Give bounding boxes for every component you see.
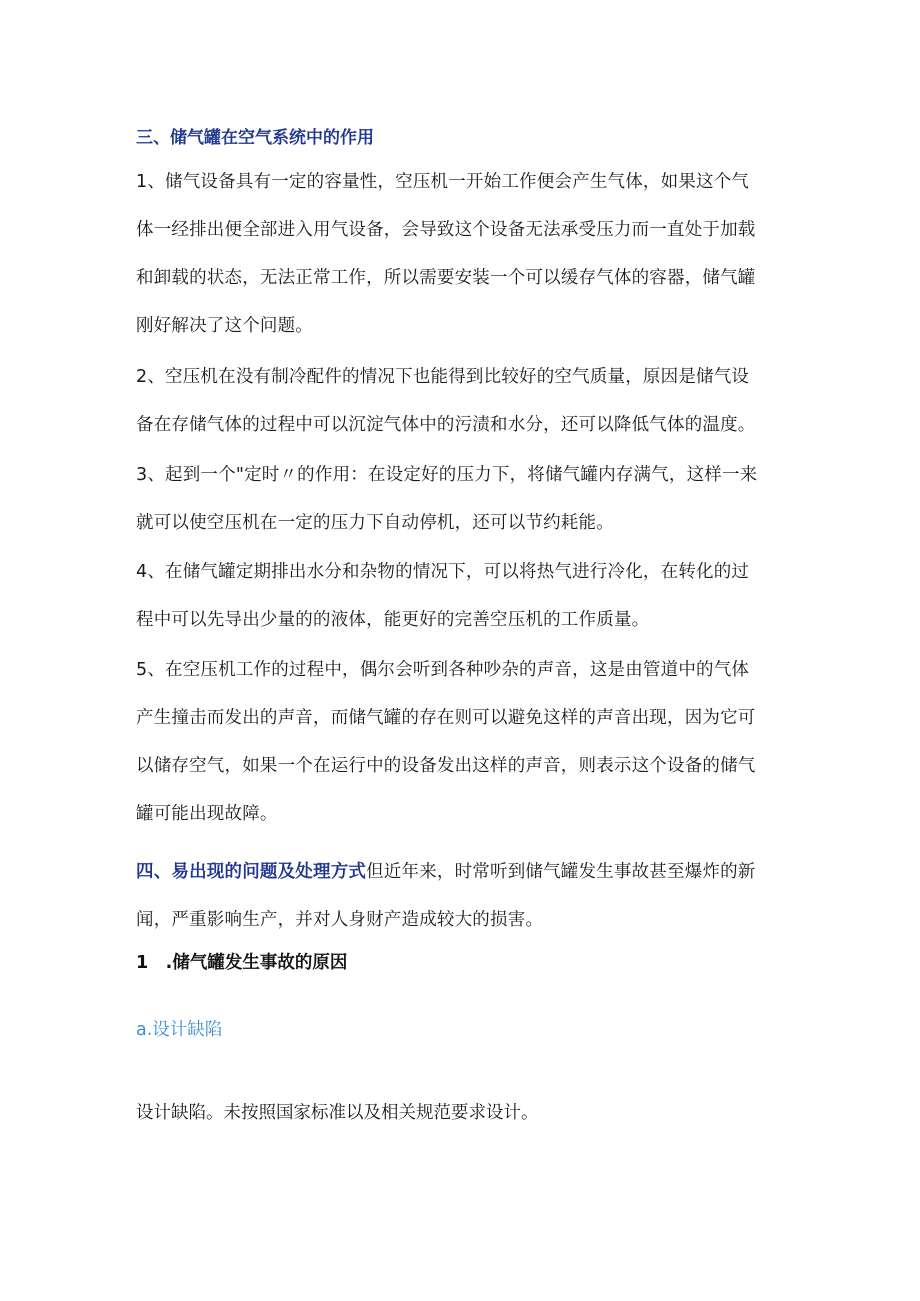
paragraph-1-line-2: 体一经排出便全部进入用气设备，会导致这个设备无法承受压力而一直处于加载 [136, 220, 756, 240]
section-4-intro-line-1 [136, 848, 796, 896]
paragraph-5-line-4: 罐可能出现故障。 [136, 804, 278, 824]
paragraph-4 [136, 548, 796, 644]
section-3-title: 三、储气罐在空气系统中的作用 [136, 128, 374, 148]
paragraph-1-line-1: 1、储气设备具有一定的容量性，空压机一开始工作便会产生气体，如果这个气 [136, 172, 750, 192]
design-defect-text: 设计缺陷。未按照国家标准以及相关规范要求设计。 [136, 1103, 539, 1123]
paragraph-5 [136, 646, 796, 838]
subheading-causes: 1 .储气罐发生事故的原因 [136, 953, 348, 973]
paragraph-1-line-3: 和卸载的状态，无法正常工作，所以需要安装一个可以缓存气体的容器，储气罐 [136, 268, 756, 288]
paragraph-4-line-2: 程中可以先导出少量的的液体，能更好的完善空压机的工作质量。 [136, 610, 650, 630]
section-4-intro-line-2: 闻，严重影响生产，并对人身财产造成较大的损害。 [136, 910, 544, 930]
paragraph-1-line-4: 刚好解决了这个问题。 [136, 316, 313, 336]
section-4-intro [136, 848, 796, 944]
section-4-title: 四、易出现的问题及处理方式 [136, 862, 367, 882]
paragraph-2 [136, 353, 796, 449]
paragraph-1 [136, 158, 796, 350]
paragraph-2-line-2: 备在存储气体的过程中可以沉淀气体中的污渍和水分，还可以降低气体的温度。 [136, 415, 756, 435]
subheading-design-defect: a.设计缺陷 [136, 1020, 223, 1040]
paragraph-3-line-1: 3、起到一个"定时〃的作用：在设定好的压力下，将储气罐内存满气，这样一来 [136, 465, 758, 485]
paragraph-5-line-1: 5、在空压机工作的过程中，偶尔会听到各种吵杂的声音，这是由管道中的气体 [136, 660, 750, 680]
paragraph-5-line-3: 以储存空气，如果一个在运行中的设备发出这样的声音，则表示这个设备的储气 [136, 756, 756, 776]
paragraph-2-line-1: 2、空压机在没有制冷配件的情况下也能得到比较好的空气质量，原因是储气设 [136, 367, 750, 387]
section-4-intro-text: 但近年来，时常听到储气罐发生事故甚至爆炸的新 [366, 862, 756, 882]
paragraph-5-line-2: 产生撞击而发出的声音，而储气罐的存在则可以避免这样的声音出现，因为它可 [136, 708, 756, 728]
paragraph-3 [136, 451, 796, 547]
paragraph-4-line-1: 4、在储气罐定期排出水分和杂物的情况下，可以将热气进行冷化，在转化的过 [136, 562, 750, 582]
paragraph-3-line-2: 就可以使空压机在一定的压力下自动停机，还可以节约耗能。 [136, 513, 614, 533]
